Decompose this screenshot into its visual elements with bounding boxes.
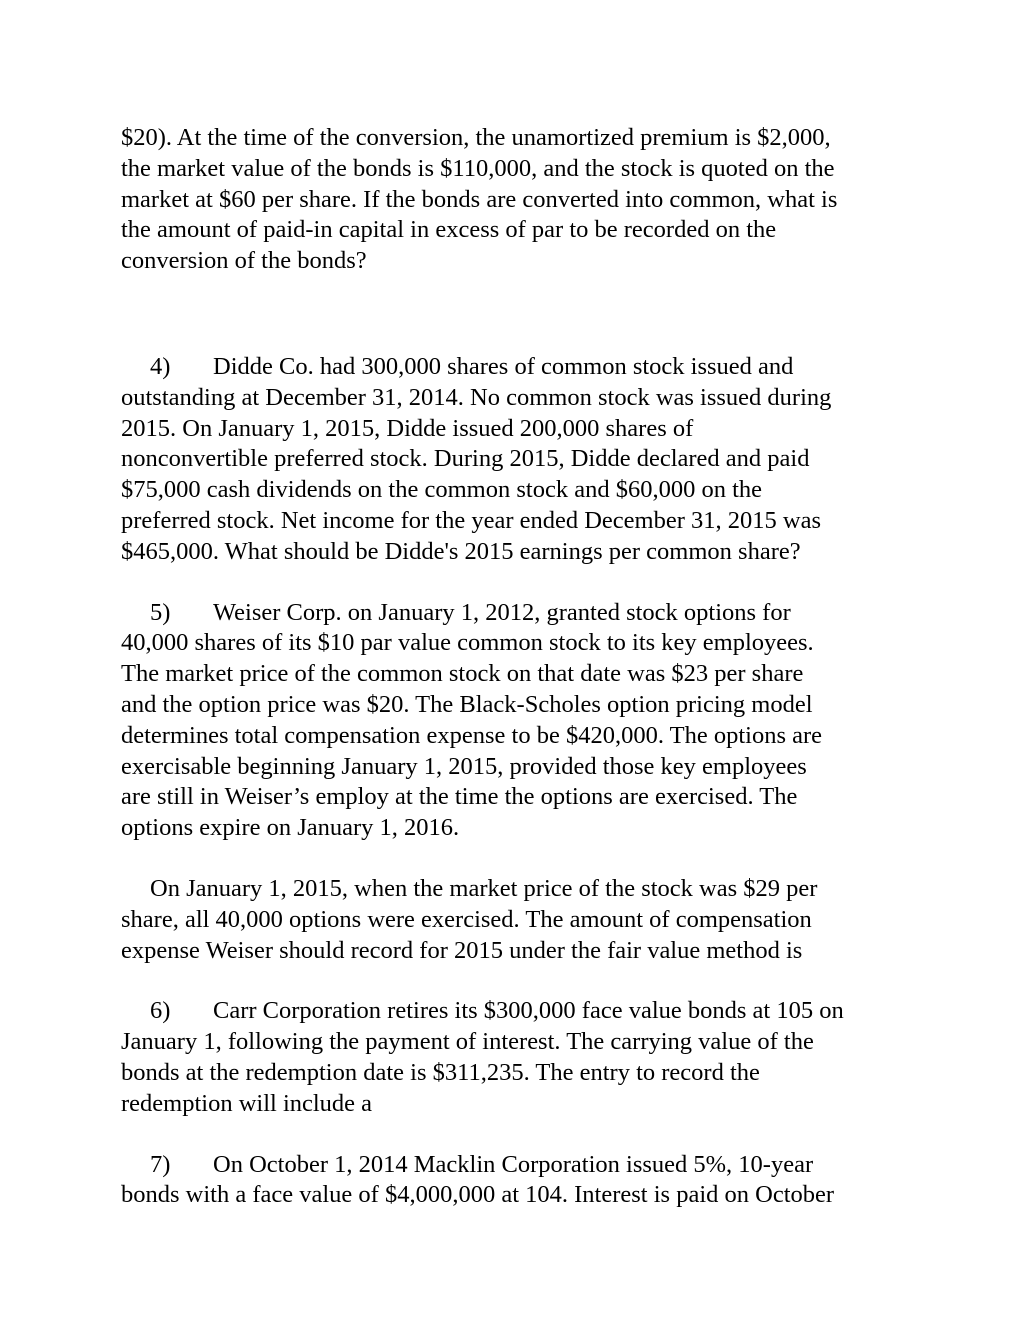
text-line: nonconvertible preferred stock. During 2015, Didde declared and paid <box>121 445 810 473</box>
text-line: $465,000. What should be Didde's 2015 earnings per common share? <box>121 537 801 565</box>
question-number: 4) <box>150 352 171 380</box>
text-line: $75,000 cash dividends on the common stock and $60,000 on the <box>121 476 762 504</box>
question-number: 5) <box>150 598 171 626</box>
question-4 <box>121 352 911 568</box>
question-6 <box>121 996 911 1119</box>
text-line: the amount of paid-in capital in excess of par to be recorded on the <box>121 216 777 244</box>
text-line: exercisable beginning January 1, 2015, provided those key employees <box>121 752 807 780</box>
text-line: 40,000 shares of its $10 par value common stock to its key employees. <box>121 629 814 657</box>
text-line: January 1, following the payment of interest. The carrying value of the <box>121 1028 814 1056</box>
text-line: determines total compensation expense to be $420,000. The options are <box>121 721 823 749</box>
question-text-first-line: Weiser Corp. on January 1, 2012, granted stock options for <box>213 598 791 626</box>
intro-paragraph <box>121 123 911 277</box>
text-line: The market price of the common stock on that date was $23 per share <box>121 660 804 688</box>
text-line: outstanding at December 31, 2014. No common stock was issued during <box>121 383 832 411</box>
text-line: options expire on January 1, 2016. <box>121 814 460 842</box>
question-5-continuation <box>121 874 911 966</box>
text-line: preferred stock. Net income for the year ended December 31, 2015 was <box>121 506 821 534</box>
question-5 <box>121 598 911 844</box>
question-7 <box>121 1150 911 1212</box>
text-line: bonds at the redemption date is $311,235. The entry to record the <box>121 1058 760 1086</box>
text-line: share, all 40,000 options were exercised. The amount of compensation <box>121 905 812 933</box>
text-line: are still in Weiser’s employ at the time the options are exercised. The <box>121 783 798 811</box>
text-line: expense Weiser should record for 2015 under the fair value method is <box>121 936 803 964</box>
text-line: bonds with a face value of $4,000,000 at 104. Interest is paid on October <box>121 1181 835 1209</box>
text-line: redemption will include a <box>121 1089 373 1117</box>
text-line: the market value of the bonds is $110,000, and the stock is quoted on the <box>121 154 835 182</box>
text-line: market at $60 per share. If the bonds are converted into common, what is <box>121 185 838 213</box>
text-line: 2015. On January 1, 2015, Didde issued 200,000 shares of <box>121 414 694 442</box>
question-text-first-line: Carr Corporation retires its $300,000 face value bonds at 105 on <box>213 997 844 1025</box>
text-line: and the option price was $20. The Black-Scholes option pricing model <box>121 690 813 718</box>
text-line: $20). At the time of the conversion, the unamortized premium is $2,000, <box>121 124 831 151</box>
question-text-first-line: Didde Co. had 300,000 shares of common stock issued and <box>213 352 794 380</box>
text-line: On January 1, 2015, when the market price of the stock was $29 per <box>150 874 818 902</box>
question-text-first-line: On October 1, 2014 Macklin Corporation issued 5%, 10-year <box>213 1150 814 1178</box>
document-page <box>121 123 911 1211</box>
question-number: 7) <box>150 1150 171 1178</box>
question-number: 6) <box>150 997 171 1025</box>
text-line: conversion of the bonds? <box>121 247 367 275</box>
